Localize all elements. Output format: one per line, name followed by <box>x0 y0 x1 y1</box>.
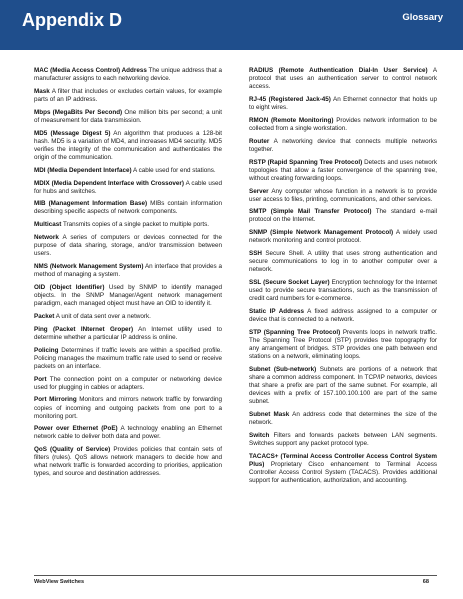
glossary-entry <box>34 234 222 258</box>
glossary-definition: Any computer whose function in a network is to provide user access to files, printing, communications, and other services. <box>249 187 437 203</box>
section-label: Glossary <box>402 12 443 23</box>
glossary-column-left <box>34 67 222 483</box>
glossary-term: Port Mirroring <box>34 396 77 404</box>
glossary-entry <box>249 67 437 91</box>
glossary-entry <box>34 109 222 125</box>
glossary-definition: Monitors and mirrors network traffic by forwarding copies of incoming and outgoing packets from one port to a monitoring port. <box>34 396 223 420</box>
glossary-term: SSH <box>249 250 262 258</box>
glossary-definition: A unit of data sent over a network. <box>55 312 151 320</box>
glossary-entry <box>249 432 437 448</box>
glossary-definition: Secure Shell. A utility that uses strong authentication and secure communications to log in to another computer over a network. <box>249 250 437 274</box>
glossary-entry <box>249 453 437 485</box>
footer-divider <box>34 575 437 576</box>
glossary-definition: Encryption technology for the Internet used to provide secure transactions, such as the transmission of credit card numbers for e-commerce. <box>249 279 438 303</box>
glossary-entry <box>34 425 222 441</box>
glossary-definition: A widely used network monitoring and control protocol. <box>249 229 437 245</box>
glossary-term: RSTP (Rapid Spanning Tree Protocol) <box>249 158 363 166</box>
glossary-definition: A protocol that uses an authentication server to control network access. <box>249 67 438 91</box>
glossary-term: Switch <box>249 431 270 439</box>
glossary-entry <box>34 326 222 342</box>
glossary-definition: Detects and uses network topologies that allow a faster convergence of the spanning tree, without creating forwarding loops. <box>249 158 437 182</box>
glossary-entry <box>249 250 437 274</box>
glossary-definition: A filter that includes or excludes certain values, for example parts of an IP address. <box>34 87 222 103</box>
glossary-definition: Provides policies that contain sets of filters (rules). QoS allows network managers to decide how and what network traffic is forwarded according to priorities, application types, and source and destination addresses. <box>34 446 222 478</box>
glossary-definition: A networking device that connects multiple networks together. <box>249 137 437 153</box>
glossary-entry <box>34 396 222 420</box>
glossary-definition: An interface that provides a method of managing a system. <box>34 263 222 279</box>
glossary-entry <box>249 366 437 406</box>
glossary-entry <box>34 446 222 478</box>
glossary-term: SMTP (Simple Mail Transfer Protocol) <box>249 208 372 216</box>
glossary-entry <box>249 308 437 324</box>
glossary-entry <box>34 167 222 175</box>
glossary-term: SNMP (Simple Network Management Protocol) <box>249 229 394 237</box>
glossary-term: Mask <box>34 87 50 95</box>
glossary-entry <box>249 329 437 361</box>
glossary-entry <box>34 347 222 371</box>
glossary-entry <box>249 279 437 303</box>
glossary-definition: The connection point on a computer or networking device used for plugging in cables or adapters. <box>34 375 222 391</box>
glossary-term: Subnet Mask <box>249 411 290 418</box>
glossary-definition: Prevents loops in network traffic. The Spanning Tree Protocol (STP) provides tree topography for any arrangement of bridges. STP provides one path between end stations on a network, eliminating loops. <box>249 328 437 361</box>
glossary-entry <box>34 313 222 321</box>
appendix-title: Appendix D <box>22 10 123 30</box>
glossary-term: Multicast <box>34 221 62 229</box>
glossary-entry <box>34 130 222 162</box>
glossary-entry <box>34 67 222 83</box>
glossary-definition: Determines if traffic levels are within a specified profile. Policing manages the maximum traffic rate used to send or receive packets on an interface. <box>34 346 222 370</box>
glossary-definition: The unique address that a manufacturer assigns to each networking device. <box>34 67 222 83</box>
glossary-term: SSL (Secure Socket Layer) <box>249 279 330 287</box>
glossary-definition: An Ethernet connector that holds up to eight wires. <box>249 95 437 111</box>
glossary-term: TACACS+ (Terminal Access Controller Access Control System Plus) <box>249 452 437 468</box>
glossary-term: Network <box>34 234 59 242</box>
glossary-term: MDI (Media Dependent Interface) <box>34 166 132 174</box>
glossary-definition: Transmits copies of a single packet to multiple ports. <box>62 221 209 229</box>
glossary-term: Packet <box>34 312 55 320</box>
glossary-entry <box>249 411 437 427</box>
glossary-definition: An algorithm that produces a 128-bit hash. MD5 is a variation of MD4, and increases MD4 security. MD5 verifies the integrity of the communication and authenticates the origin of the communication. <box>34 129 223 161</box>
glossary-definition: A technology enabling an Ethernet network cable to deliver both data and power. <box>34 425 222 441</box>
glossary-term: MIB (Management Information Base) <box>34 200 148 208</box>
glossary-entry <box>249 96 437 112</box>
glossary-term: OID (Object Identifier) <box>34 283 105 291</box>
glossary-term: QoS (Quality of Service) <box>34 446 111 454</box>
glossary-entry <box>34 376 222 392</box>
glossary-definition: An Internet utility used to determine whether a particular IP address is online. <box>34 325 222 341</box>
glossary-definition: A cable used for end stations. <box>133 166 216 174</box>
glossary-definition: The standard e-mail protocol on the Internet. <box>249 208 437 224</box>
glossary-entry <box>34 180 222 196</box>
glossary-definition: MIBs contain information describing specific aspects of network components. <box>34 200 222 216</box>
glossary-term: MAC (Media Access Control) Address <box>34 67 147 74</box>
glossary-term: MDIX (Media Dependent Interface with Crossover) <box>34 179 184 187</box>
glossary-definition: Subnets are portions of a network that share a common address component. In TCP/IP networks, devices that share a prefix are part of the same subnet. For example, all devices with a prefix of 157.100.100.100 are part of the same subnet. <box>249 365 437 406</box>
glossary-term: MD5 (Message Digest 5) <box>34 129 111 137</box>
glossary-entry <box>249 188 437 204</box>
glossary-entry <box>34 221 222 229</box>
footer-product-name: WebView Switches <box>34 579 85 585</box>
glossary-column-right <box>249 67 437 490</box>
glossary-term: RMON (Remote Monitoring) <box>249 116 334 124</box>
glossary-term: Server <box>249 187 269 195</box>
glossary-entry <box>249 229 437 245</box>
page-number: 68 <box>422 579 429 585</box>
glossary-definition: Used by SNMP to identify managed objects. In the SNMP Manager/Agent network management paradigm, each managed object must have an OID to identify it. <box>34 283 223 308</box>
glossary-definition: A series of computers or devices connected for the purpose of data sharing, storage, and/or transmission between users. <box>34 234 223 258</box>
glossary-entry <box>249 208 437 224</box>
glossary-definition: An address code that determines the size of the network. <box>249 411 437 427</box>
glossary-term: STP (Spanning Tree Protocol) <box>249 328 341 336</box>
glossary-definition: Proprietary Cisco enhancement to Terminal Access Controller Access Control System (TACACS). Provides additional support for authentication, authorization, and accounting. <box>249 460 438 484</box>
glossary-entry <box>34 284 222 308</box>
glossary-definition: One million bits per second; a unit of measurement for data transmission. <box>34 108 222 124</box>
glossary-term: Policing <box>34 346 59 354</box>
page-header <box>0 0 463 50</box>
glossary-term: Static IP Address <box>249 308 304 316</box>
glossary-definition: Provides network information to be collected from a single workstation. <box>249 116 438 132</box>
glossary-term: Power over Ethernet (PoE) <box>34 425 118 433</box>
glossary-definition: Filters and forwards packets between LAN segments. Switches support any packet protocol type. <box>249 431 437 447</box>
glossary-term: Mbps (MegaBits Per Second) <box>34 108 123 116</box>
glossary-term: Port <box>34 375 47 383</box>
glossary-entry <box>34 263 222 279</box>
glossary-definition: A fixed address assigned to a computer or device that is connected to a network. <box>249 308 437 324</box>
glossary-definition: A cable used for hubs and switches. <box>34 179 223 195</box>
glossary-entry <box>34 200 222 216</box>
glossary-term: NMS (Network Management System) <box>34 263 144 271</box>
glossary-term: Ping (Packet INternet Groper) <box>34 325 134 333</box>
glossary-entry <box>249 159 437 183</box>
glossary-term: Router <box>249 137 270 145</box>
glossary-entry <box>249 138 437 154</box>
glossary-term: Subnet (Sub-network) <box>249 365 317 373</box>
glossary-term: RADIUS (Remote Authentication Dial-In User Service) <box>249 67 428 74</box>
glossary-entry <box>249 117 437 133</box>
glossary-term: RJ-45 (Registered Jack-45) <box>249 95 331 103</box>
glossary-entry <box>34 88 222 104</box>
